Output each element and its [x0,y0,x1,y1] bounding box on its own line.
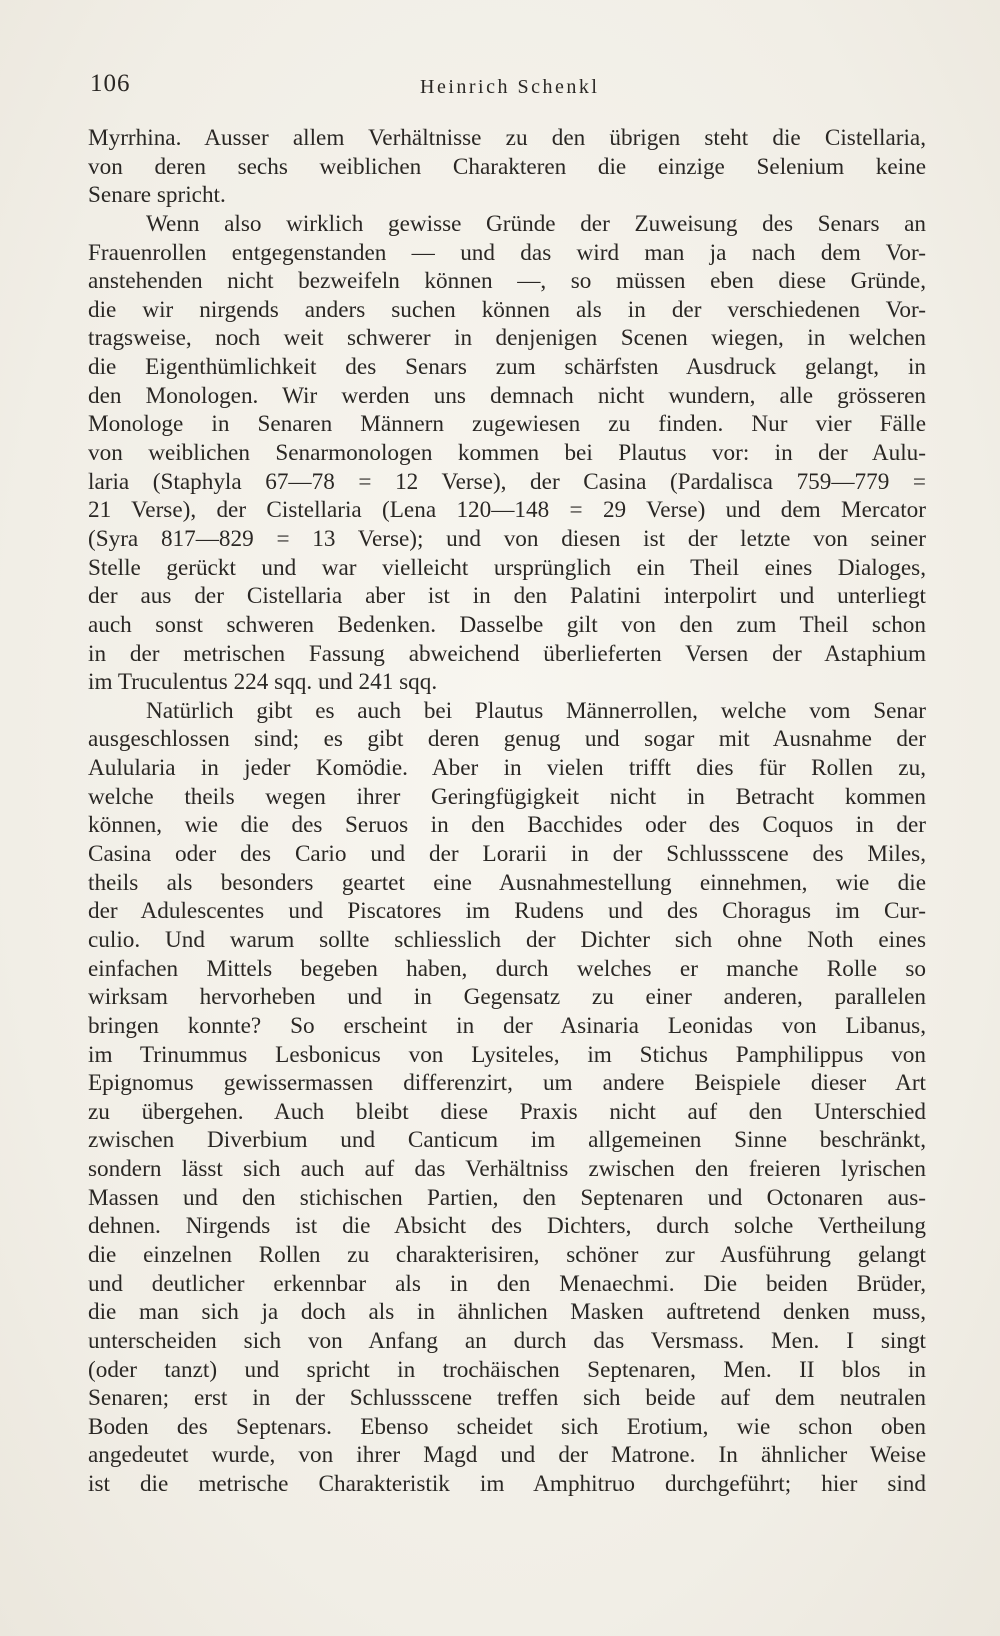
text-line: ausgeschlossen sind; es gibt deren genug und sogar mit Ausnahme der [88,726,926,753]
text-line: Boden des Septenars. Ebenso scheidet sich Erotium, wie schon oben [88,1413,926,1440]
text-line: im Truculentus 224 sqq. und 241 sqq. [88,669,438,696]
text-line: Monologe in Senaren Männern zugewiesen zu finden. Nur vier Fälle [88,411,926,438]
text-line: der aus der Cistellaria aber ist in den Palatini interpolirt und unterliegt [88,583,926,610]
text-line: sondern lässt sich auch auf das Verhältniss zwischen den freieren lyrischen [88,1156,926,1183]
text-line: und deutlicher erkennbar als in den Menaechmi. Die beiden Brüder, [88,1270,926,1297]
text-line: können, wie die des Seruos in den Bacchides oder des Coquos in der [88,812,926,839]
text-line: ist die metrische Charakteristik im Amphitruo durchgeführt; hier sind [88,1471,926,1498]
text-line: (oder tanzt) und spricht in trochäischen Septenaren, Men. II blos in [88,1356,926,1383]
text-line: Myrrhina. Ausser allem Verhältnisse zu den übrigen steht die Cistellaria, [88,125,926,151]
text-line: anstehenden nicht bezweifeln können —, so müssen eben diese Gründe, [88,268,926,295]
text-line: Senare spricht. [88,182,226,209]
text-line: angedeutet wurde, von ihrer Magd und der Matrone. In ähnlicher Weise [88,1442,926,1469]
text-line: Stelle gerückt und war vielleicht ursprünglich ein Theil eines Dialoges, [88,554,926,581]
text-line: von weiblichen Senarmonologen kommen bei Plautus vor: in der Aulu- [88,440,926,467]
text-line: der Adulescentes und Piscatores im Rudens und des Choragus im Cur- [88,898,926,925]
text-line: einfachen Mittels begeben haben, durch welches er manche Rolle so [88,955,926,982]
text-line: dehnen. Nirgends ist die Absicht des Dichters, durch solche Vertheilung [88,1213,926,1240]
text-line: bringen konnte? So erscheint in der Asinaria Leonidas von Libanus, [88,1012,926,1039]
text-line: welche theils wegen ihrer Geringfügigkeit nicht in Betracht kommen [88,783,926,810]
text-line: tragsweise, noch weit schwerer in denjenigen Scenen wiegen, in welchen [88,325,926,352]
text-line: die man sich ja doch als in ähnlichen Masken auftretend denken muss, [88,1299,926,1326]
text-line: die Eigenthümlichkeit des Senars zum schärfsten Ausdruck gelangt, in [88,354,926,381]
text-line: 21 Verse), der Cistellaria (Lena 120—148 = 29 Verse) und dem Mercator [88,497,926,524]
text-line: auch sonst schweren Bedenken. Dasselbe gilt von den zum Theil schon [88,611,926,638]
text-line: Wenn also wirklich gewisse Gründe der Zuweisung des Senars an [146,210,926,237]
text-line: (Syra 817—829 = 13 Verse); und von diesen ist der letzte von seiner [88,525,926,552]
text-line: zwischen Diverbium und Canticum im allgemeinen Sinne beschränkt, [88,1127,926,1154]
text-line: den Monologen. Wir werden uns demnach nicht wundern, alle grösseren [88,382,926,409]
text-line: Epignomus gewissermassen differenzirt, um andere Beispiele dieser Art [88,1070,926,1097]
text-line: Aulularia in jeder Komödie. Aber in vielen trifft dies für Rollen zu, [88,755,926,782]
page-header [90,70,930,110]
text-line: die einzelnen Rollen zu charakterisiren, schöner zur Ausführung gelangt [88,1241,926,1268]
text-line: in der metrischen Fassung abweichend überlieferten Versen der Astaphium [88,640,926,667]
text-line: Senaren; erst in der Schlussscene treffen sich beide auf dem neutralen [88,1385,926,1412]
text-line: Massen und den stichischen Partien, den Septenaren und Octonaren aus- [88,1184,926,1211]
text-line: laria (Staphyla 67—78 = 12 Verse), der Casina (Pardalisca 759—779 = [88,468,926,495]
text-line: von deren sechs weiblichen Charakteren die einzige Selenium keine [88,153,926,180]
text-line: im Trinummus Lesbonicus von Lysiteles, im Stichus Pamphilippus von [88,1041,926,1068]
text-line: Frauenrollen entgegenstanden — und das wird man ja nach dem Vor- [88,239,926,266]
running-head: Heinrich Schenkl [420,76,600,98]
text-line: culio. Und warum sollte schliesslich der Dichter sich ohne Noth eines [88,926,926,953]
text-line: zu übergehen. Auch bleibt diese Praxis nicht auf den Unterschied [88,1098,926,1125]
text-line: unterscheiden sich von Anfang an durch das Versmass. Men. I singt [88,1327,926,1354]
body-text [88,124,926,1499]
text-line: Casina oder des Cario und der Lorarii in der Schlussscene des Miles, [88,841,926,868]
text-line: wirksam hervorheben und in Gegensatz zu einer anderen, parallelen [88,984,926,1011]
text-line: Natürlich gibt es auch bei Plautus Männerrollen, welche vom Senar [146,697,926,724]
text-line: die wir nirgends anders suchen können als in der verschiedenen Vor- [88,296,926,323]
text-line: theils als besonders geartet eine Ausnahmestellung einnehmen, wie die [88,869,926,896]
page-number: 106 [90,70,131,97]
